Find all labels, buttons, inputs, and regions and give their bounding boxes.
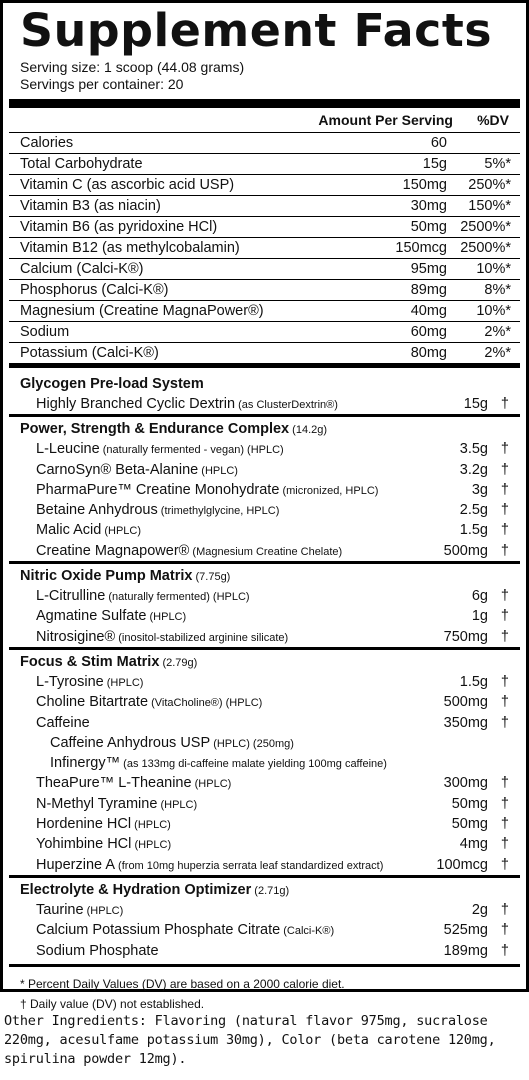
footnotes	[6, 964, 523, 1013]
blend-name: Power, Strength & Endurance Complex	[20, 421, 290, 438]
blend-section	[9, 650, 520, 875]
nutrient-amount: 40mg	[410, 303, 447, 319]
dagger-mark: †	[500, 922, 509, 939]
panel-title: Supplement Facts	[20, 4, 493, 57]
ingredient-note: (HPLC)	[131, 819, 171, 832]
ingredient-row	[9, 753, 520, 773]
dagger-mark: †	[500, 628, 509, 645]
blend-section	[9, 417, 520, 561]
ingredient-amount: 1g	[471, 608, 488, 625]
ingredient-amount: 3.2g	[459, 461, 488, 478]
nutrient-amount: 60mg	[410, 324, 447, 340]
ingredient-row	[9, 814, 520, 834]
dv-header: %DV	[477, 112, 509, 128]
ingredient-note: (as 133mg di-caffeine malate yielding 100mg caffeine)	[120, 758, 387, 771]
ingredient-name: Hordenine HCl	[36, 816, 132, 833]
blend-name: Focus & Stim Matrix	[20, 653, 160, 670]
ingredient-row	[9, 460, 520, 480]
dagger-mark: †	[500, 775, 509, 792]
nutrient-row	[9, 195, 520, 216]
nutrient-row	[9, 258, 520, 279]
ingredient-name: Choline Bitartrate	[36, 694, 149, 711]
ingredient-amount: 750mg	[443, 628, 488, 645]
ingredient-row	[9, 692, 520, 712]
ingredient-row	[9, 627, 520, 647]
serving-size: Serving size: 1 scoop (44.08 grams)	[20, 59, 245, 75]
nutrient-dv: 2%*	[484, 324, 511, 340]
blend-title	[9, 374, 520, 394]
other-ingredients: Other Ingredients: Flavoring (natural flavor 975mg, sucralose 220mg, acesulfame potassium 30mg), Color (beta carotene 120mg, spirulina powder 12mg).	[4, 1013, 496, 1067]
dagger-mark: †	[500, 522, 509, 539]
nutrient-amount: 50mg	[410, 219, 447, 235]
nutrient-dv: 2500%*	[460, 219, 511, 235]
ingredient-note: (HPLC)	[157, 798, 198, 811]
ingredient-name: Nitrosigine®	[36, 628, 116, 645]
nutrient-name: Calories	[20, 135, 74, 151]
dagger-mark: †	[500, 856, 509, 873]
nutrient-amount: 95mg	[410, 261, 447, 277]
blend-weight: (2.79g)	[159, 656, 198, 669]
ingredient-row	[9, 439, 520, 459]
ingredient-amount: 189mg	[443, 942, 488, 959]
dagger-mark: †	[500, 441, 509, 458]
ingredient-note: (trimethylglycine, HPLC)	[157, 505, 280, 518]
ingredient-note: (naturally fermented - vegan) (HPLC)	[99, 444, 284, 457]
blend-section	[9, 878, 520, 961]
nutrient-dv: 2%*	[484, 345, 511, 361]
ingredient-name: Taurine	[36, 901, 84, 918]
nutrient-dv: 10%*	[476, 261, 511, 277]
ingredient-name: Highly Branched Cyclic Dextrin	[36, 396, 236, 412]
dagger-mark: †	[500, 588, 509, 605]
nutrient-amount: 89mg	[410, 282, 447, 298]
nutrient-amount: 15g	[422, 156, 447, 172]
nutrient-name: Sodium	[20, 324, 70, 340]
ingredient-amount: 6g	[471, 588, 488, 605]
ingredient-note: (HPLC)	[198, 464, 238, 477]
blend-section	[9, 564, 520, 647]
ingredient-note: (HPLC)	[146, 611, 187, 624]
ingredient-amount: 1.5g	[459, 522, 488, 539]
ingredient-note: (inositol-stabilized arginine silicate)	[115, 631, 289, 644]
ingredient-name: Malic Acid	[36, 522, 102, 539]
ingredient-name: Yohimbine HCl	[36, 836, 132, 853]
ingredient-note: (Calci-K®)	[280, 925, 335, 938]
ingredient-row	[9, 941, 520, 961]
blend-name: Glycogen Pre-load System	[20, 376, 204, 392]
nutrient-dv: 10%*	[476, 303, 511, 319]
nutrient-name: Vitamin B12 (as methylcobalamin)	[20, 240, 240, 256]
blend-title	[9, 880, 520, 900]
ingredient-row	[9, 900, 520, 920]
blend-title	[9, 566, 520, 586]
blend-weight: (2.71g)	[251, 884, 290, 897]
blend-weight: (14.2g)	[289, 424, 328, 437]
ingredient-note: (as ClusterDextrin®)	[235, 399, 338, 411]
nutrient-row	[9, 321, 520, 342]
nutrient-row	[9, 153, 520, 174]
ingredient-amount: 2.5g	[459, 502, 488, 519]
ingredient-name: Huperzine A	[36, 856, 115, 873]
dagger-mark: †	[500, 694, 509, 711]
ingredient-name: L-Citrulline	[36, 588, 106, 605]
ingredient-row	[9, 520, 520, 540]
ingredient-row	[9, 733, 520, 753]
nutrient-row	[9, 279, 520, 300]
ingredient-row	[9, 500, 520, 520]
nutrient-row	[9, 174, 520, 195]
ingredient-amount: 300mg	[443, 775, 488, 792]
dagger-mark: †	[500, 795, 509, 812]
ingredient-name: Caffeine	[36, 714, 90, 731]
dagger-mark: †	[500, 542, 509, 559]
ingredient-name: N-Methyl Tyramine	[36, 795, 158, 812]
dagger-mark: †	[500, 461, 509, 478]
nutrient-dv: 250%*	[468, 177, 511, 193]
ingredient-amount: 3.5g	[459, 441, 488, 458]
ingredient-note: (naturally fermented) (HPLC)	[105, 591, 250, 604]
ingredient-note: (HPLC)	[191, 778, 232, 791]
ingredient-note: (HPLC)	[83, 904, 124, 917]
dagger-mark: †	[500, 481, 509, 498]
ingredient-name: CarnoSyn® Beta-Alanine	[36, 461, 199, 478]
ingredient-note: (HPLC)	[101, 525, 142, 538]
column-header	[6, 108, 523, 132]
nutrient-name: Magnesium (Creatine MagnaPower®)	[20, 303, 264, 319]
ingredient-note: (Magnesium Creatine Chelate)	[189, 545, 343, 558]
dagger-mark: †	[500, 396, 509, 412]
ingredient-name: Betaine Anhydrous	[36, 502, 158, 519]
nutrient-list	[6, 132, 523, 363]
ingredient-amount: 1.5g	[459, 673, 488, 690]
servings-per-container: Servings per container: 20	[20, 76, 184, 92]
nutrient-name: Total Carbohydrate	[20, 156, 143, 172]
ingredient-name: Calcium Potassium Phosphate Citrate	[36, 922, 281, 939]
dagger-mark: †	[500, 673, 509, 690]
ingredient-name: Caffeine Anhydrous USP	[50, 734, 211, 751]
ingredient-row	[9, 920, 520, 940]
ingredient-note: (micronized, HPLC)	[279, 484, 379, 497]
ingredient-name: L-Leucine	[36, 441, 100, 458]
thick-divider	[9, 99, 520, 108]
ingredient-row	[9, 541, 520, 561]
ingredient-note: (HPLC)	[131, 839, 172, 852]
ingredient-row	[9, 606, 520, 626]
ingredient-amount: 350mg	[443, 714, 488, 731]
nutrient-name: Phosphorus (Calci-K®)	[20, 282, 169, 298]
amount-per-serving-header: Amount Per Serving	[318, 112, 453, 128]
ingredient-row	[9, 586, 520, 606]
nutrient-amount: 150mcg	[395, 240, 447, 256]
dagger-mark: †	[500, 714, 509, 731]
nutrient-name: Vitamin C (as ascorbic acid USP)	[20, 177, 235, 193]
nutrient-name: Vitamin B6 (as pyridoxine HCl)	[20, 219, 218, 235]
ingredient-amount: 4mg	[459, 836, 488, 853]
ingredient-amount: 500mg	[443, 542, 488, 559]
ingredient-amount: 50mg	[451, 816, 488, 833]
dagger-mark: †	[500, 608, 509, 625]
ingredient-name: L-Tyrosine	[36, 673, 104, 690]
nutrient-row	[9, 237, 520, 258]
nutrient-dv: 150%*	[468, 198, 511, 214]
blend-name: Nitric Oxide Pump Matrix	[20, 568, 193, 585]
ingredient-row	[9, 480, 520, 500]
nutrient-amount: 30mg	[410, 198, 447, 214]
ingredient-note: (VitaCholine®) (HPLC)	[148, 697, 263, 710]
ingredient-name: PharmaPure™ Creatine Monohydrate	[36, 481, 280, 498]
dagger-mark: †	[500, 836, 509, 853]
footnote: * Percent Daily Values (DV) are based on a 2000 calorie diet.	[20, 976, 345, 991]
ingredient-row	[9, 773, 520, 793]
ingredient-amount: 500mg	[443, 694, 488, 711]
nutrient-row	[9, 342, 520, 363]
blend-title	[9, 652, 520, 672]
ingredient-amount: 525mg	[443, 922, 488, 939]
ingredient-amount: 15g	[463, 396, 488, 412]
ingredient-row	[9, 394, 520, 414]
nutrient-amount: 80mg	[410, 345, 447, 361]
nutrient-dv: 5%*	[484, 156, 511, 172]
nutrient-dv: 2500%*	[460, 240, 511, 256]
nutrient-dv: 8%*	[484, 282, 511, 298]
ingredient-amount: 2g	[471, 901, 488, 918]
blend-title	[9, 419, 520, 439]
ingredient-name: TheaPure™ L-Theanine	[36, 775, 192, 792]
ingredient-name: Agmatine Sulfate	[36, 608, 147, 625]
nutrient-name: Calcium (Calci-K®)	[20, 261, 144, 277]
ingredient-row	[9, 713, 520, 733]
ingredient-amount: 100mcg	[436, 856, 488, 873]
dagger-mark: †	[500, 942, 509, 959]
ingredient-row	[9, 672, 520, 692]
blend-section	[9, 368, 520, 414]
ingredient-amount: 3g	[471, 481, 488, 498]
blend-list	[6, 368, 523, 961]
nutrient-row	[9, 132, 520, 153]
ingredient-amount: 50mg	[451, 795, 488, 812]
nutrient-row	[9, 216, 520, 237]
ingredient-note: (HPLC)	[103, 676, 144, 689]
nutrient-amount: 60	[430, 135, 447, 151]
nutrient-row	[9, 300, 520, 321]
dagger-mark: †	[500, 816, 509, 833]
blend-weight: (7.75g)	[192, 571, 231, 584]
ingredient-row	[9, 794, 520, 814]
ingredient-row	[9, 855, 520, 875]
ingredient-note: (from 10mg huperzia serrata leaf standardized extract)	[115, 859, 384, 872]
ingredient-name: Creatine Magnapower®	[36, 542, 190, 559]
ingredient-note: (HPLC) (250mg)	[210, 737, 294, 750]
blend-name: Electrolyte & Hydration Optimizer	[20, 881, 252, 898]
nutrient-amount: 150mg	[402, 177, 447, 193]
ingredient-name: Sodium Phosphate	[36, 942, 159, 959]
ingredient-name: Infinergy™	[50, 755, 121, 772]
nutrient-name: Vitamin B3 (as niacin)	[20, 198, 161, 214]
ingredient-row	[9, 834, 520, 854]
dagger-mark: †	[500, 901, 509, 918]
dagger-mark: †	[500, 502, 509, 519]
nutrient-name: Potassium (Calci-K®)	[20, 345, 159, 361]
footnote: † Daily value (DV) not established.	[20, 996, 205, 1011]
